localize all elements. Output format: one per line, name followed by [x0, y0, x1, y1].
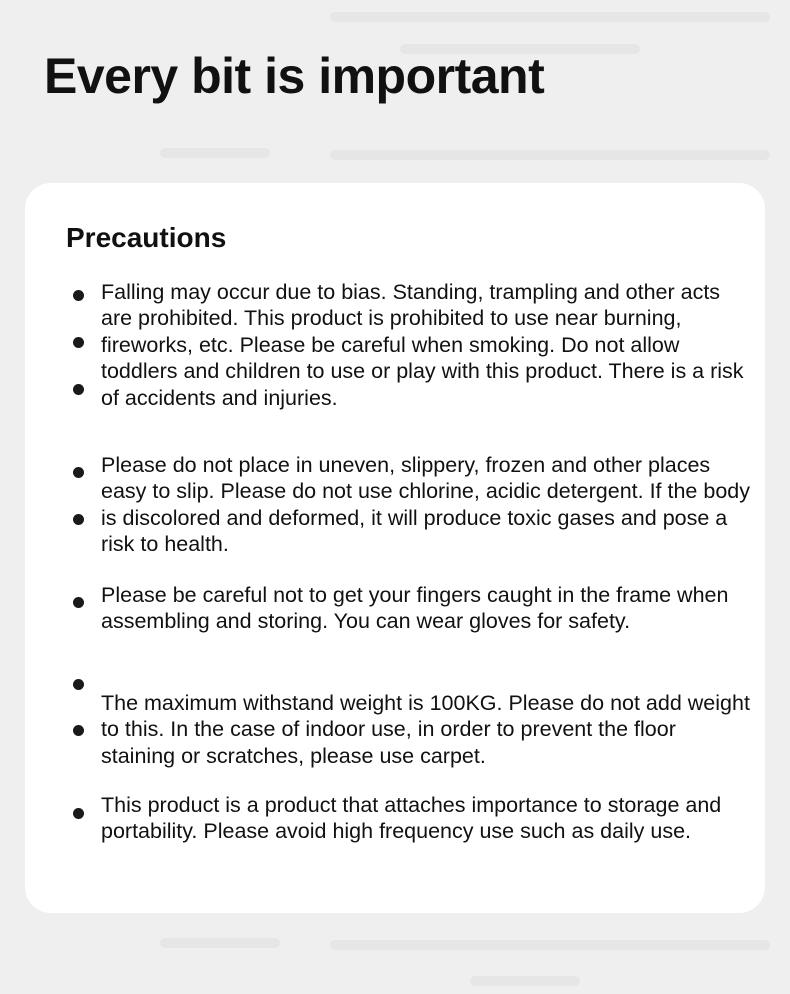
- bullet-dot-icon: [73, 290, 84, 301]
- bullet-dot-icon: [73, 514, 84, 525]
- bullet-dot-icon: [73, 337, 84, 348]
- bullet-dot-icon: [73, 384, 84, 395]
- precaution-item: Falling may occur due to bias. Standing, trampling and other acts are prohibited. This product is prohibited to use near burning, fireworks, etc. Please be careful when smoking. Do not allow toddlers and children to use or play with this product. There is a risk of accidents and injuries.: [101, 280, 744, 410]
- bullet-dot-icon: [73, 467, 84, 478]
- precaution-item: Please do not place in uneven, slippery, frozen and other places easy to slip. Please do not use chlorine, acidic detergent. If the body is discolored and deformed, it will produce toxic gases and pose a risk to health.: [101, 453, 750, 557]
- precautions-card: [25, 183, 765, 913]
- precaution-item: Please be careful not to get your fingers caught in the frame when assembling and storing. You can wear gloves for safety.: [101, 583, 729, 634]
- precaution-item: This product is a product that attaches importance to storage and portability. Please avoid high frequency use such as daily use.: [101, 793, 722, 844]
- bullet-dot-icon: [73, 725, 84, 736]
- page-title: Every bit is important: [44, 48, 545, 104]
- bullet-dot-icon: [73, 808, 84, 819]
- section-title: Precautions: [66, 222, 227, 253]
- bullet-dot-icon: [73, 679, 84, 690]
- precaution-item: The maximum withstand weight is 100KG. Please do not add weight to this. In the case of indoor use, in order to prevent the floor staining or scratches, please use carpet.: [101, 691, 750, 768]
- bullet-dot-icon: [73, 597, 84, 608]
